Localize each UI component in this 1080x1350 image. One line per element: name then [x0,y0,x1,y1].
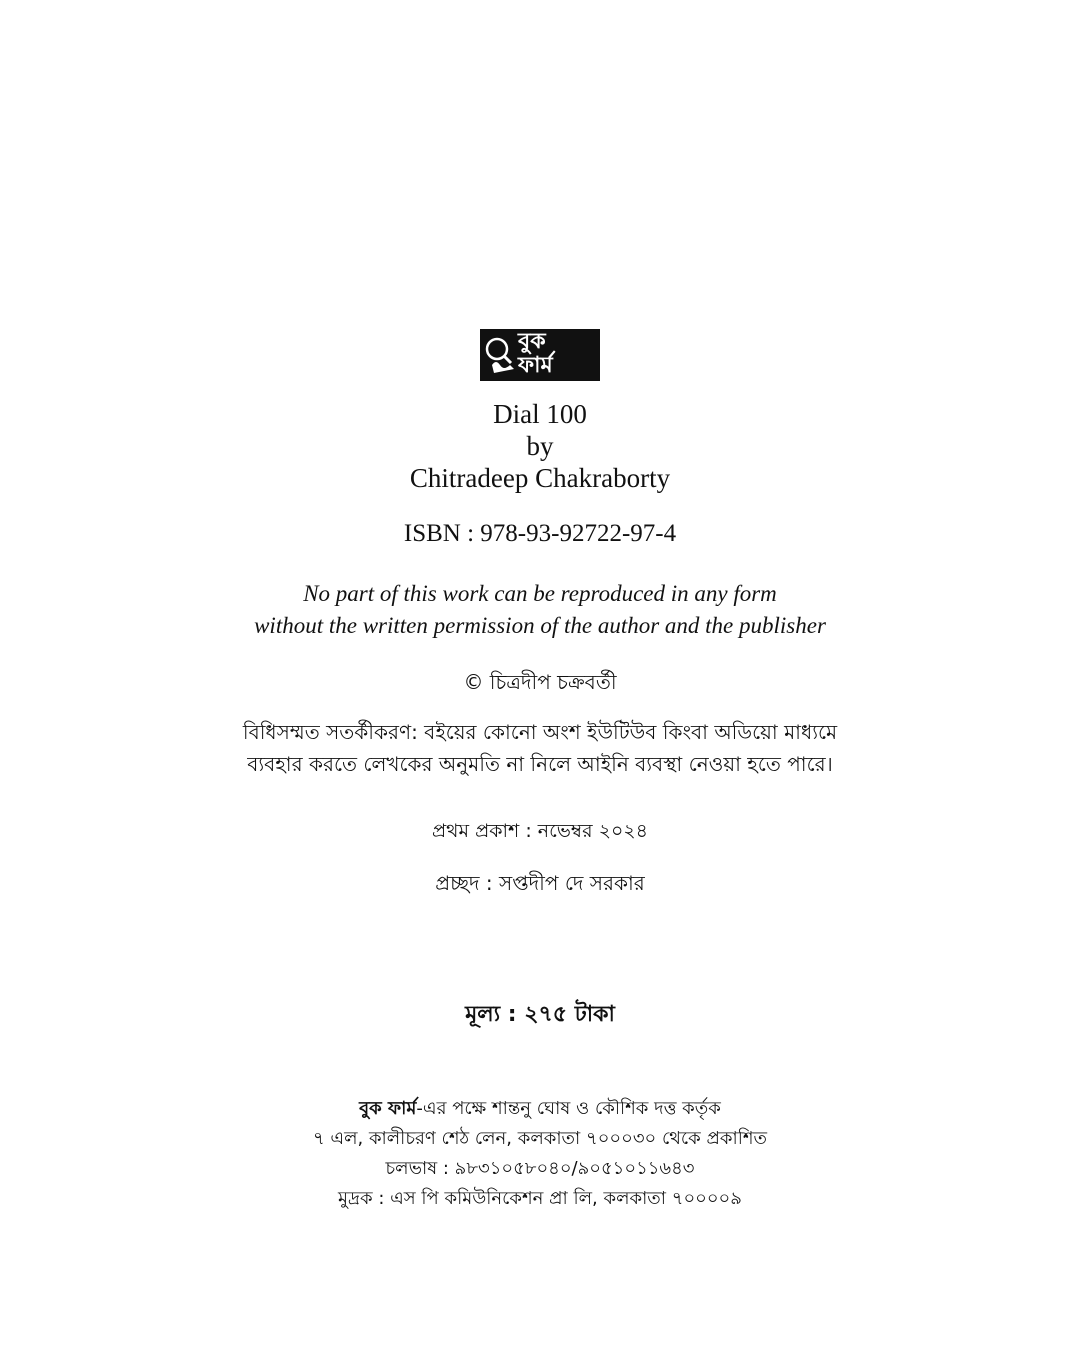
isbn: ISBN : 978-93-92722-97-4 [403,520,677,547]
rights-notice-line1: No part of this work can be reproduced in any form [303,581,777,606]
imprint-phone: চলভাষ : ৯৮৩১০৫৮০৪০/৯০৫১০১১৬৪৩ [385,1158,695,1179]
book-title: Dial 100 [493,399,587,429]
price: মূল্য : ২৭৫ টাকা [465,1002,615,1027]
magnifier-logo-icon [484,335,518,375]
imprint-line1-rest: -এর পক্ষে শান্তনু ঘোষ ও কৌশিক দত্ত কর্তৃক [416,1098,721,1119]
imprint-address: ৭ এল, কালীচরণ শেঠ লেন, কলকাতা ৭০০০৩০ থেকে প্রকাশিত [312,1128,768,1149]
imprint-publisher-name: বুক ফার্ম [359,1098,417,1119]
by-text: by [526,431,554,461]
imprint-line1 [0,1094,1080,1124]
legal-warning-line2: ব্যবহার করতে লেখকের অনুমতি না নিলে আইনি ব্যবস্থা নেওয়া হতে পারে। [247,752,833,776]
legal-warning-line1: বিধিসম্মত সতর্কীকরণ: বইয়ের কোনো অংশ ইউটিউব কিংবা অডিয়ো মাধ্যমে [242,720,838,744]
copyright: © চিত্রদীপ চক্রবর্তী [463,670,617,694]
publisher-logo [480,329,600,381]
logo-text-line1: বুক [518,329,546,354]
rights-notice-line2: without the written permission of the author and the publisher [254,613,826,638]
author-name: Chitradeep Chakraborty [409,463,671,493]
logo-text-line2: ফার্ম [518,353,553,378]
imprint-printer: মুদ্রক : এস পি কমিউনিকেশন প্রা লি, কলকাতা ৭০০০০৯ [338,1188,742,1209]
cover-design-credit: প্রচ্ছদ : সপ্তদীপ দে সরকার [435,871,645,895]
first-edition: প্রথম প্রকাশ : নভেম্বর ২০২৪ [432,820,648,842]
